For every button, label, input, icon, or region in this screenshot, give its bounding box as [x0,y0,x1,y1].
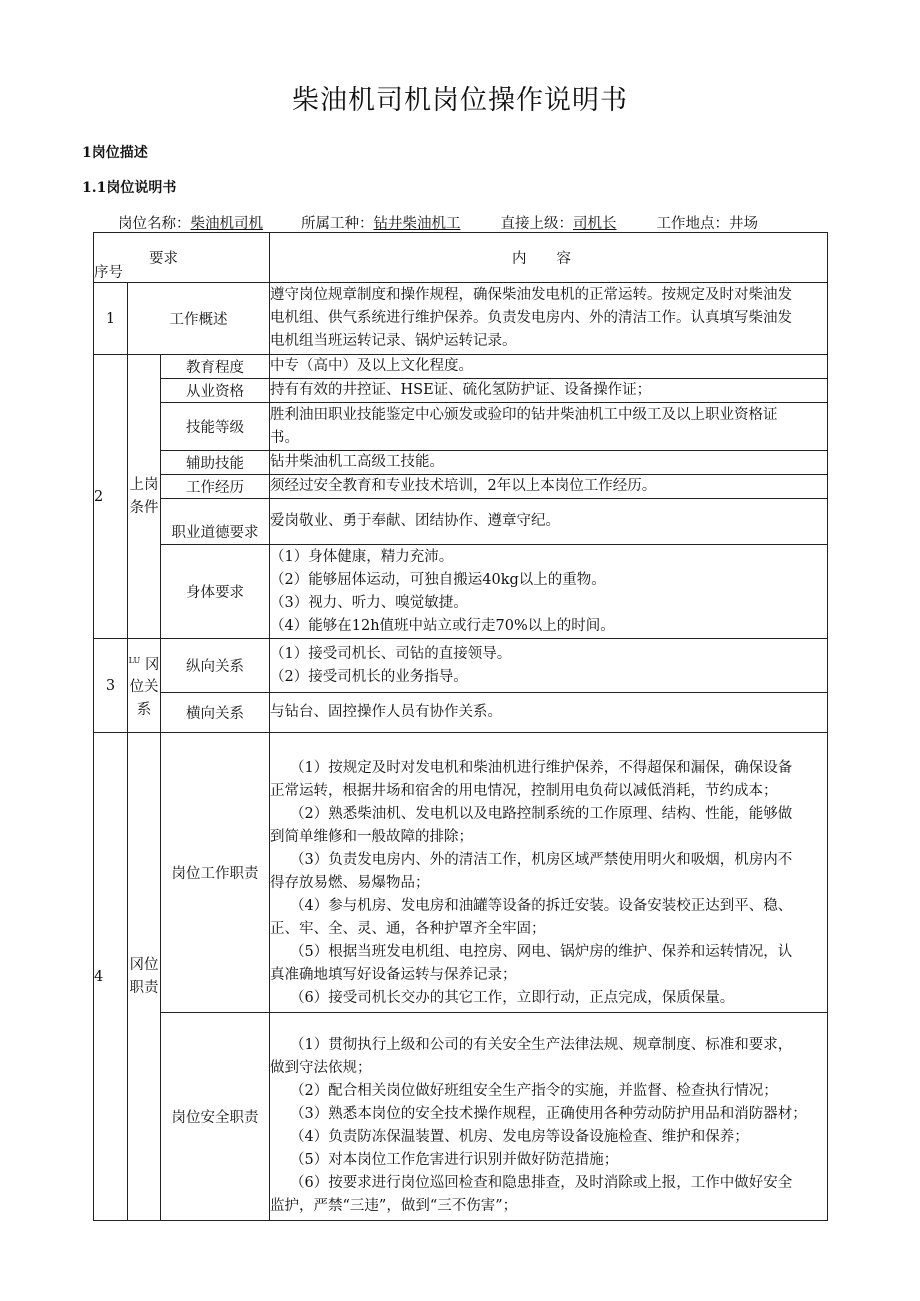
item-name: 辅助技能 [161,451,270,475]
item-name: 教育程度 [161,355,270,379]
item-name: 身体要求 [161,545,270,639]
work-type-label: 所属工种： [301,216,374,232]
item-content: 钻井柴油机工高级工技能。 [270,451,828,475]
row-seq: 3 [94,639,128,733]
item-content: 与钻台、固控操作人员有协作关系。 [270,693,828,733]
header-seq: 序号 [94,265,123,281]
content-line: （3）视力、听力、嗅觉敏捷。 [270,594,468,611]
category-line: 位关 [129,679,159,696]
item-name: 岗位工作职责 [161,733,270,1013]
content-line: （1）贯彻执行上级和公司的有关安全生产法律法规、规章制度、标准和要求， [290,1037,793,1053]
table-row [94,693,828,733]
superior-label: 直接上级： [500,216,573,232]
table-row [94,499,828,545]
row-category [128,355,161,639]
item-name: 横向关系 [161,693,270,733]
header-seq-req-cell [94,233,270,283]
category-line: 条件 [129,499,159,516]
post-info-line [118,212,878,233]
content-line: （3）熟悉本岗位的安全技术操作规程，正确使用各种劳动防护用品和消防器材； [290,1106,807,1122]
content-line: 正、牢、全、灵、通，各种护罩齐全牢固； [270,921,546,937]
content-line: 做到守法依规； [270,1060,372,1076]
category-line: 职责 [129,979,159,996]
header-content-cell [270,233,828,283]
work-place-value: 井场 [729,216,758,232]
content-line: （5）对本岗位工作危害进行识别并做好防范措施； [290,1152,619,1168]
work-place-label: 工作地点： [656,216,729,232]
category-line: 系 [136,702,152,719]
item-content [270,403,828,451]
content-line: 真准确地填写好设备运转与保养记录； [270,967,517,983]
item-content: 爱岗敬业、勇于奉献、团结协作、遵章守纪。 [270,499,828,545]
row-category [128,733,161,1221]
superior-value: 司机长 [573,216,617,232]
content-line: 胜利油田职业技能鉴定中心颁发或验印的钻井柴油机工中级工及以上职业资格证 [270,406,778,423]
item-content [270,733,828,1013]
table-row [94,1013,828,1221]
content-line: （4）负责防冻保温装置、机房、发电房等设备设施检查、维护和保养； [290,1129,749,1145]
content-line: 监护，严禁“三违”，做到“三不伤害”； [270,1198,518,1214]
table-row [94,379,828,403]
table-row [94,403,828,451]
content-line: （3）负责发电房内、外的清洁工作，机房区域严禁使用明火和吸烟，机房内不 [290,852,793,868]
content-line: （2）熟悉柴油机、发电机以及电路控制系统的工作原理、结构、性能，能够做 [290,806,793,822]
content-line: （2）接受司机长的业务指导。 [270,668,468,685]
item-content: 须经过安全教育和专业技术培训，2年以上本岗位工作经历。 [270,475,828,499]
table-row [94,545,828,639]
content-line: （1）按规定及时对发电机和柴油机进行维护保养，不得超保和漏保，确保设备 [290,760,793,776]
subsection-heading: 1.1岗位说明书 [82,180,177,196]
content-line: （2）配合相关岗位做好班组安全生产指令的实施，并监督、检查执行情况； [290,1083,778,1099]
item-name: 职业道德要求 [161,499,270,545]
header-req: 要求 [149,251,178,267]
document-title: 柴油机司机岗位操作说明书 [292,85,628,116]
category-line: 冈位 [129,956,159,973]
content-line: 电机组、供气系统进行维护保养。负责发电房内、外的清洁工作。认真填写柴油发 [270,310,793,326]
content-line: 书。 [270,429,300,446]
content-line: （1）接受司机长、司钻的直接领导。 [270,645,512,662]
category-line [128,649,160,677]
row-seq: 2 [94,355,128,639]
table-row [94,283,828,355]
row-seq: 1 [94,283,128,355]
item-name: 纵向关系 [161,639,270,693]
content-line: （4）参与机房、发电房和油罐等设备的拆迁安装。设备安装校正达到平、稳、 [290,898,793,914]
item-content: 中专（高中）及以上文化程度。 [270,355,828,379]
row-item: 工作概述 [128,283,270,355]
category-mark: LU [128,655,141,665]
item-content [270,1013,828,1221]
content-line: （6）按要求进行岗位巡回检查和隐患排查，及时消除或上报，工作中做好安全 [290,1175,793,1191]
item-content: 持有有效的井控证、HSE证、硫化氢防护证、设备操作证； [270,379,828,403]
item-name: 从业资格 [161,379,270,403]
table-row [94,355,828,379]
item-name: 岗位安全职责 [161,1013,270,1221]
header-content: 内容 [512,251,602,267]
post-name-label: 岗位名称： [118,216,191,232]
category-line: 上岗 [129,476,159,493]
table-row [94,733,828,1013]
content-line: 到简单维修和一般故障的排除； [270,829,474,845]
category-text: 冈 [144,656,160,673]
content-line: 正常运转，根据井场和宿舍的用电情况，控制用电负荷以减低消耗，节约成本； [270,783,778,799]
item-content [270,639,828,693]
content-line: （5）根据当班发电机组、电控房、网电、锅炉房的维护、保养和运转情况，认 [290,944,793,960]
content-line: 遵守岗位规章制度和操作规程，确保柴油发电机的正常运转。按规定及时对柴油发 [270,287,793,303]
item-name: 工作经历 [161,475,270,499]
content-line: （6）接受司机长交办的其它工作，立即行动，正点完成，保质保量。 [290,990,735,1006]
post-name-value: 柴油机司机 [190,216,263,232]
table-row [94,451,828,475]
table-row [94,475,828,499]
content-line: （2）能够屈体运动，可独自搬运40kg以上的重物。 [270,571,606,588]
work-type-value: 钻井柴油机工 [373,216,461,232]
item-content [270,545,828,639]
row-seq: 4 [94,733,128,1221]
row-category [128,639,161,733]
table-row [94,639,828,693]
job-description-table [93,232,828,1221]
table-header-row [94,233,828,283]
content-line: （1）身体健康，精力充沛。 [270,548,454,565]
content-line: 得存放易燃、易爆物品； [270,875,430,891]
content-line: （4）能够在12h值班中站立或行走70%以上的时间。 [270,617,615,634]
item-name: 技能等级 [161,403,270,451]
content-line: 电机组当班运转记录、锅炉运转记录。 [270,333,517,349]
section-heading: 1岗位描述 [82,145,148,161]
row-content [270,283,828,355]
